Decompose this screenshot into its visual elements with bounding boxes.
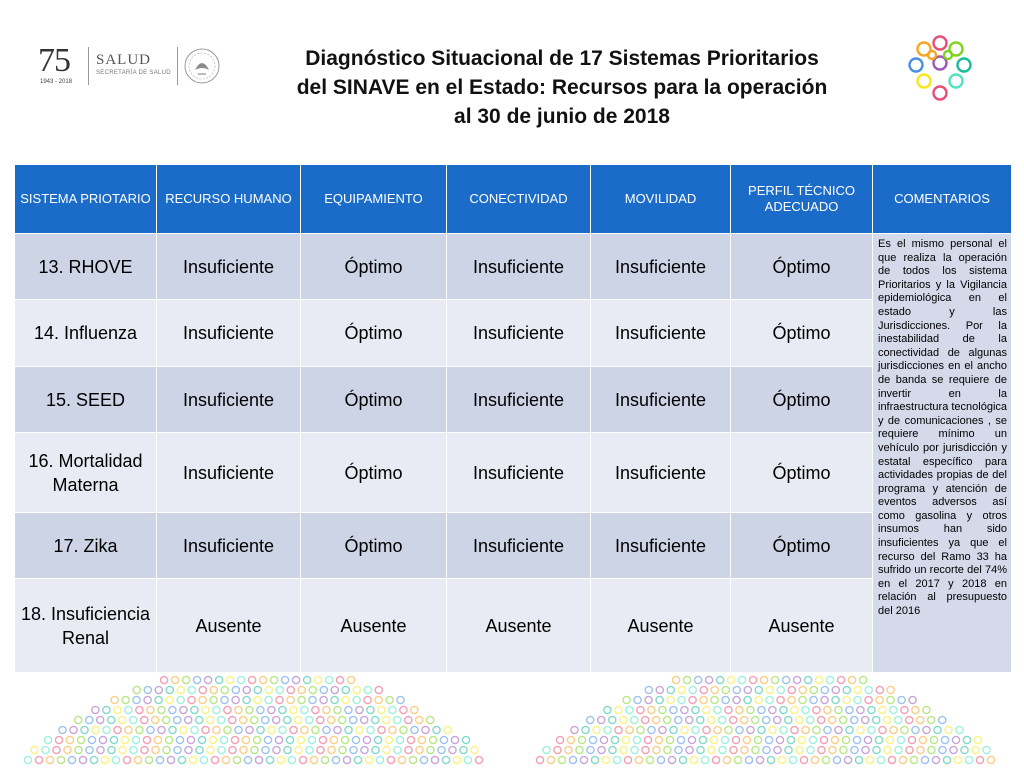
government-logo bbox=[38, 44, 238, 90]
anniversary-years: 1943 - 2018 bbox=[40, 79, 73, 85]
cell-equipamiento: Óptimo bbox=[301, 513, 447, 579]
cell-recurso-humano: Ausente bbox=[157, 579, 301, 673]
systems-table bbox=[14, 164, 1012, 673]
comment-cell: Es el mismo personal el que realiza la operación de todos los sistema Prioritarios y la Vigilancia epidemiológica en el estado y las Jurisdicciones. Por la inestabilidad de la conectividad de algunas jurisdicciones en el ancho de banda se requiere de invertir en la infraestructura tecnológica y de comunicaciones , se requiere mínimo un vehículo por jurisdicción y estatal específico para actividades propias de del programa y atención de eventos adversos así como gasolina y otros insumos han sido insuficientes ya que el recurso del Ramo 33 ha sufrido un recorte del 74% en el 2017 y 2018 en relación al presupuesto del 2016 bbox=[873, 234, 1012, 673]
cell-perfil-tecnico: Óptimo bbox=[731, 234, 873, 300]
col-conectividad: CONECTIVIDAD bbox=[447, 165, 591, 234]
cell-conectividad: Insuficiente bbox=[447, 367, 591, 433]
cell-movilidad: Insuficiente bbox=[591, 513, 731, 579]
cell-equipamiento: Óptimo bbox=[301, 367, 447, 433]
decorative-circles-pattern bbox=[0, 672, 1024, 768]
cell-perfil-tecnico: Ausente bbox=[731, 579, 873, 673]
table-row bbox=[15, 234, 1012, 300]
page-title bbox=[232, 44, 892, 131]
cell-movilidad: Insuficiente bbox=[591, 234, 731, 300]
cell-equipamiento: Óptimo bbox=[301, 300, 447, 367]
col-sistema: SISTEMA PRIOTARIO bbox=[15, 165, 157, 234]
table-row bbox=[15, 579, 1012, 673]
col-movilidad: MOVILIDAD bbox=[591, 165, 731, 234]
col-recurso-humano: RECURSO HUMANO bbox=[157, 165, 301, 234]
cell-conectividad: Ausente bbox=[447, 579, 591, 673]
coat-of-arms-icon bbox=[182, 46, 222, 86]
cell-movilidad: Insuficiente bbox=[591, 367, 731, 433]
cell-recurso-humano: Insuficiente bbox=[157, 234, 301, 300]
anniversary-logo: 75 bbox=[38, 42, 70, 79]
table-row bbox=[15, 513, 1012, 579]
cell-equipamiento: Óptimo bbox=[301, 234, 447, 300]
cell-conectividad: Insuficiente bbox=[447, 234, 591, 300]
circles-logo-icon bbox=[902, 33, 978, 105]
cell-recurso-humano: Insuficiente bbox=[157, 300, 301, 367]
table-row bbox=[15, 300, 1012, 367]
cell-recurso-humano: Insuficiente bbox=[157, 433, 301, 513]
col-comentarios: COMENTARIOS bbox=[873, 165, 1012, 234]
cell-movilidad: Insuficiente bbox=[591, 433, 731, 513]
cell-sistema: 13. RHOVE bbox=[15, 234, 157, 300]
cell-perfil-tecnico: Óptimo bbox=[731, 367, 873, 433]
cell-conectividad: Insuficiente bbox=[447, 433, 591, 513]
cell-equipamiento: Ausente bbox=[301, 579, 447, 673]
logo-divider-2 bbox=[177, 47, 178, 85]
cell-movilidad: Insuficiente bbox=[591, 300, 731, 367]
title-line-2: del SINAVE en el Estado: Recursos para la operación bbox=[296, 76, 828, 99]
cell-perfil-tecnico: Óptimo bbox=[731, 300, 873, 367]
table-row bbox=[15, 433, 1012, 513]
cell-sistema: 14. Influenza bbox=[15, 300, 157, 367]
salud-secretaria: SECRETARÍA DE SALUD bbox=[96, 70, 171, 76]
cell-perfil-tecnico: Óptimo bbox=[731, 513, 873, 579]
cell-movilidad: Ausente bbox=[591, 579, 731, 673]
cell-sistema: 15. SEED bbox=[15, 367, 157, 433]
salud-brand: SALUD bbox=[96, 52, 152, 68]
cell-equipamiento: Óptimo bbox=[301, 433, 447, 513]
cell-conectividad: Insuficiente bbox=[447, 300, 591, 367]
logo-divider bbox=[88, 47, 89, 85]
cell-conectividad: Insuficiente bbox=[447, 513, 591, 579]
table-row bbox=[15, 367, 1012, 433]
cell-sistema: 18. Insuficiencia Renal bbox=[15, 579, 157, 673]
table-header-row bbox=[15, 165, 1012, 234]
cell-recurso-humano: Insuficiente bbox=[157, 367, 301, 433]
cell-sistema: 17. Zika bbox=[15, 513, 157, 579]
title-line-1: Diagnóstico Situacional de 17 Sistemas Prioritarios bbox=[305, 47, 819, 70]
cell-recurso-humano: Insuficiente bbox=[157, 513, 301, 579]
title-line-3: al 30 de junio de 2018 bbox=[454, 105, 670, 128]
cell-sistema: 16. Mortalidad Materna bbox=[15, 433, 157, 513]
col-perfil-tecnico: PERFIL TÉCNICO ADECUADO bbox=[731, 165, 873, 234]
cell-perfil-tecnico: Óptimo bbox=[731, 433, 873, 513]
col-equipamiento: EQUIPAMIENTO bbox=[301, 165, 447, 234]
